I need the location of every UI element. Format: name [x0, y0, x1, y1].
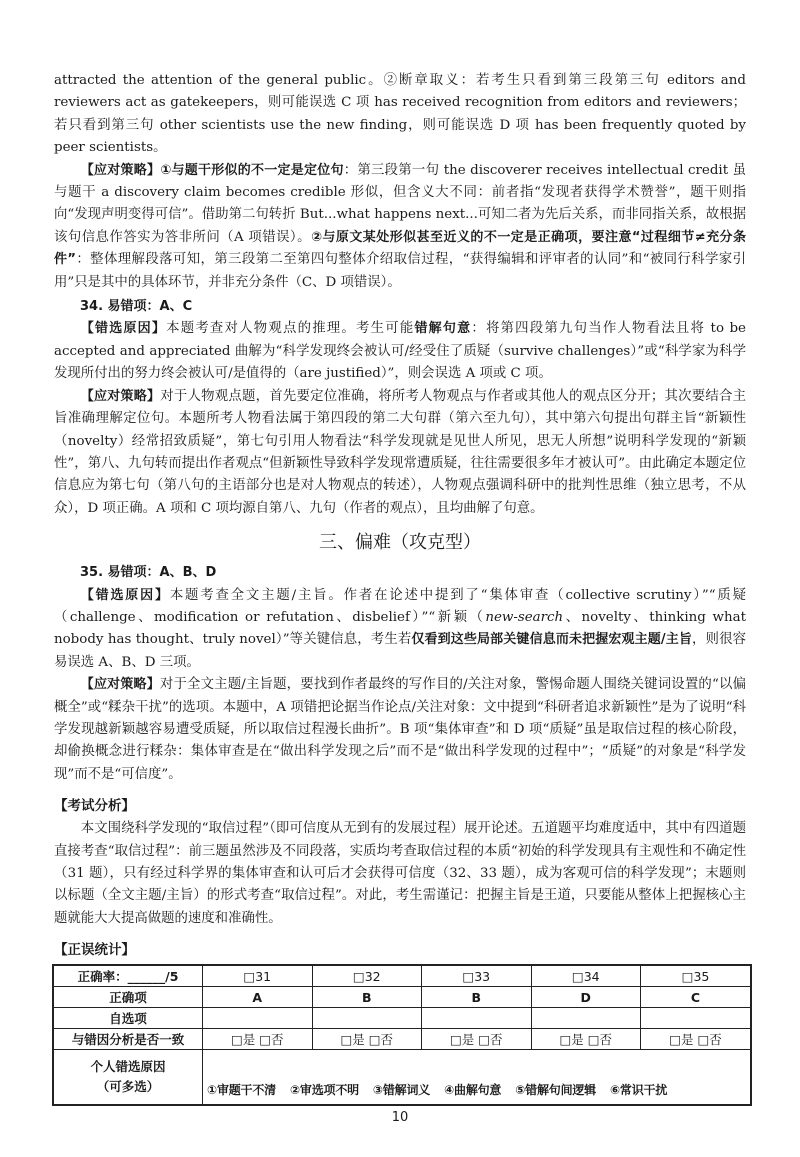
- strategy-text-1: ：第三段第一句 the discoverer receives intellectual credit 虽与题干 a discovery claim becomes credible 形似，但含义大不同：前者指“发现者获得学术赞誉”，题干则指向“发现声明变得可信”。借助第二句转折 But...what happens next...可知二者为先后关系，而非同指关系，故根据该句信息作答实为答非所问（A 项错误）。: [54, 162, 746, 245]
- consistent-option[interactable]: □是 □否: [641, 1029, 752, 1050]
- analysis-text: 本文围绕科学发现的“取信过程”（即可信度从无到有的发展过程）展开论述。五道题平均难度适中，其中有四道题直接考查“取信过程”：前三题虽然涉及不同段落，实质均考查取信过程的本质“初始的科学发现具有主观性和不确定性（31 题），只有经过科学界的集体审查和认可后才会获得可信度（32、33 题），成为客观可信的科学发现”；末题则以标题（全文主题/主旨）的形式考查“取信过程”。对此，考生需谨记：把握主旨是王道，只要能从整体上把握核心主题就能大大提高做题的速度和准确性。: [54, 821, 746, 926]
- reason-option[interactable]: ①审题干不清: [207, 1083, 276, 1098]
- strategy-text-2: ：整体理解段落可知，第三段第二至第四句整体介绍取信过程，“获得编辑和评审者的认同”和“被同行科学家引用”只是其中的具体环节，并非充分条件（C、D 项错误）。: [54, 252, 746, 290]
- paragraph-continuation: attracted the attention of the general public。②断章取义：若考生只看到第三段第三句 editors and reviewers act as gatekeepers，则可能误选 C 项 has received recognition from editors and reviewers；若只看到第三句 other scientists use the new finding，则可能误选 D 项 has been frequently quoted by peer scientists。: [54, 73, 746, 156]
- score-blank[interactable]: ______: [127, 969, 166, 985]
- reason-option[interactable]: ②审选项不明: [289, 1083, 359, 1098]
- chosen-answer[interactable]: [641, 1008, 752, 1029]
- table-row: [53, 987, 751, 1008]
- chosen-answer[interactable]: [422, 1008, 532, 1029]
- reason-emphasis: 仅看到这些局部关键信息而未把握宏观主题/主旨: [411, 632, 693, 648]
- score-total: /5: [165, 969, 179, 985]
- strategy-label: 【应对策略】: [80, 162, 161, 178]
- correct-answer: D: [531, 987, 641, 1008]
- score-label: 正确率：: [77, 969, 128, 985]
- reason-sub: （可多选）: [96, 1079, 160, 1095]
- q34-strategy: [54, 386, 746, 520]
- strategy-text: 对于全文主题/主旨题，要找到作者最终的写作目的/关注对象，警惕命题人围绕关键词设置的“以偏概全”或“糅杂干扰”的选项。本题中，A 项错把论据当作论点/关注对象：文中提到“科研者追求新颖性”是为了说明“科学发现越新颖越容易遭受质疑，所以取信过程漫长曲折”。B 项“集体审查”和 D 项“质疑”虽是取信过程的核心阶段，却偷换概念进行糅杂：集体审查是在“做出科学发现之后”而不是“做出科学发现的过程中”；“质疑”的对象是“科学发现”而不是“可信度”。: [54, 677, 746, 782]
- strategy-label: 【应对策略】: [80, 677, 160, 693]
- reason-emphasis: 错解句意: [414, 321, 472, 337]
- reason-option[interactable]: ④曲解句意: [444, 1083, 502, 1098]
- reason-text: 本题考查对人物观点的推理。考生可能: [166, 321, 415, 337]
- strategy-text: 对于人物观点题，首先要定位准确，将所考人物观点与作者或其他人的观点区分开；其次要结合主旨准确理解定位句。本题所考人物看法属于第四段的第二大句群（第六至九句），其中第六句提出句群主旨“新颖性（novelty）经常招致质疑”，第七句引用人物看法“科学发现就是见世人所见，思无人所想”说明科学发现的“新颖性”，第八、九句转而提出作者观点“但新颖性导致科学发现常遭质疑，往往需要很多年才被认可”。由此确定本题定位信息应为第七句（第八句的主语部分也是对人物观点的转述），人物观点强调科研中的批判性思维（独立思考，不从众），D 项正确。A 项和 C 项均源自第八、九句（作者的观点），且均曲解了句意。: [54, 388, 746, 516]
- reason-label: 个人错选原因: [90, 1059, 166, 1075]
- question-cell[interactable]: □33: [422, 965, 532, 987]
- question-cell[interactable]: □32: [312, 965, 422, 987]
- consistent-label: 与错因分析是否一致: [53, 1029, 203, 1050]
- chosen-answer[interactable]: [531, 1008, 641, 1029]
- reason-text: 、novelty、thinking what nobody has thought、truly novel）”等关键信息，考生若: [54, 609, 746, 648]
- reason-label: 【错选原因】: [80, 321, 167, 337]
- correct-label: 正确项: [53, 987, 203, 1008]
- question-35-title: 35. 易错项：A、B、D: [80, 565, 217, 581]
- section-title: 三、偏难（攻克型）: [319, 532, 481, 554]
- strategy-33: [54, 160, 746, 294]
- question-cell[interactable]: □35: [641, 965, 752, 987]
- table-row: [53, 1029, 751, 1050]
- reason-option[interactable]: ③错解词义: [372, 1083, 431, 1098]
- stats-table: [52, 964, 752, 1106]
- reason-option[interactable]: ⑥常识干扰: [609, 1083, 668, 1098]
- question-cell[interactable]: □31: [203, 965, 313, 987]
- table-row: [53, 965, 751, 987]
- page-content: [54, 70, 746, 1106]
- correct-answer: C: [641, 987, 752, 1008]
- reason-label: 【错选原因】: [80, 587, 170, 603]
- score-cell: [53, 965, 203, 987]
- reasons-cell: [203, 1050, 752, 1106]
- question-cell[interactable]: □34: [531, 965, 641, 987]
- correct-answer: A: [203, 987, 313, 1008]
- reason-label-cell: [53, 1050, 203, 1106]
- strategy-point-1: ①与题干形似的不一定是定位句: [160, 162, 344, 178]
- correct-answer: B: [422, 987, 532, 1008]
- reason-text: 本题考查全文主题/主旨。作者在论述中提到了“集体审查（collective scrutiny）”“质疑（challenge、modification or refutation、disbelief）”“新颖（: [54, 587, 746, 625]
- chosen-answer[interactable]: [312, 1008, 422, 1029]
- reason-italic: new-search: [485, 609, 564, 625]
- chosen-label: 自选项: [53, 1008, 203, 1029]
- table-row: [53, 1008, 751, 1029]
- strategy-label: 【应对策略】: [80, 388, 161, 404]
- question-34-title: 34. 易错项：A、C: [80, 299, 193, 315]
- q35-strategy: [54, 674, 746, 786]
- reason-text: ，则很容易误选 A、B、D 三项。: [54, 632, 746, 670]
- consistent-option[interactable]: □是 □否: [531, 1029, 641, 1050]
- stats-title: 【正误统计】: [54, 942, 135, 959]
- analysis-title: 【考试分析】: [54, 798, 135, 815]
- strategy-point-2: ②与原文某处形似甚至近义的不一定是正确项，要注意“过程细节≠充分条件”: [54, 229, 746, 268]
- table-row: [53, 1050, 751, 1106]
- correct-answer: B: [312, 987, 422, 1008]
- chosen-answer[interactable]: [203, 1008, 313, 1029]
- reason-option[interactable]: ⑤错解句间逻辑: [515, 1083, 596, 1098]
- q35-reason: [54, 585, 746, 675]
- q34-reason: [54, 318, 746, 385]
- page-number: 10: [391, 1110, 409, 1125]
- consistent-option[interactable]: □是 □否: [312, 1029, 422, 1050]
- consistent-option[interactable]: □是 □否: [203, 1029, 313, 1050]
- reason-text: ：将第四段第九句当作人物看法且将 to be accepted and appreciated 曲解为“科学发现终会被认可/经受住了质疑（survive challenges）”或“科学家为科学发现所付出的努力终会被认可/是值得的（are justified）”，则会误选 A 项或 C 项。: [54, 321, 746, 382]
- consistent-option[interactable]: □是 □否: [422, 1029, 532, 1050]
